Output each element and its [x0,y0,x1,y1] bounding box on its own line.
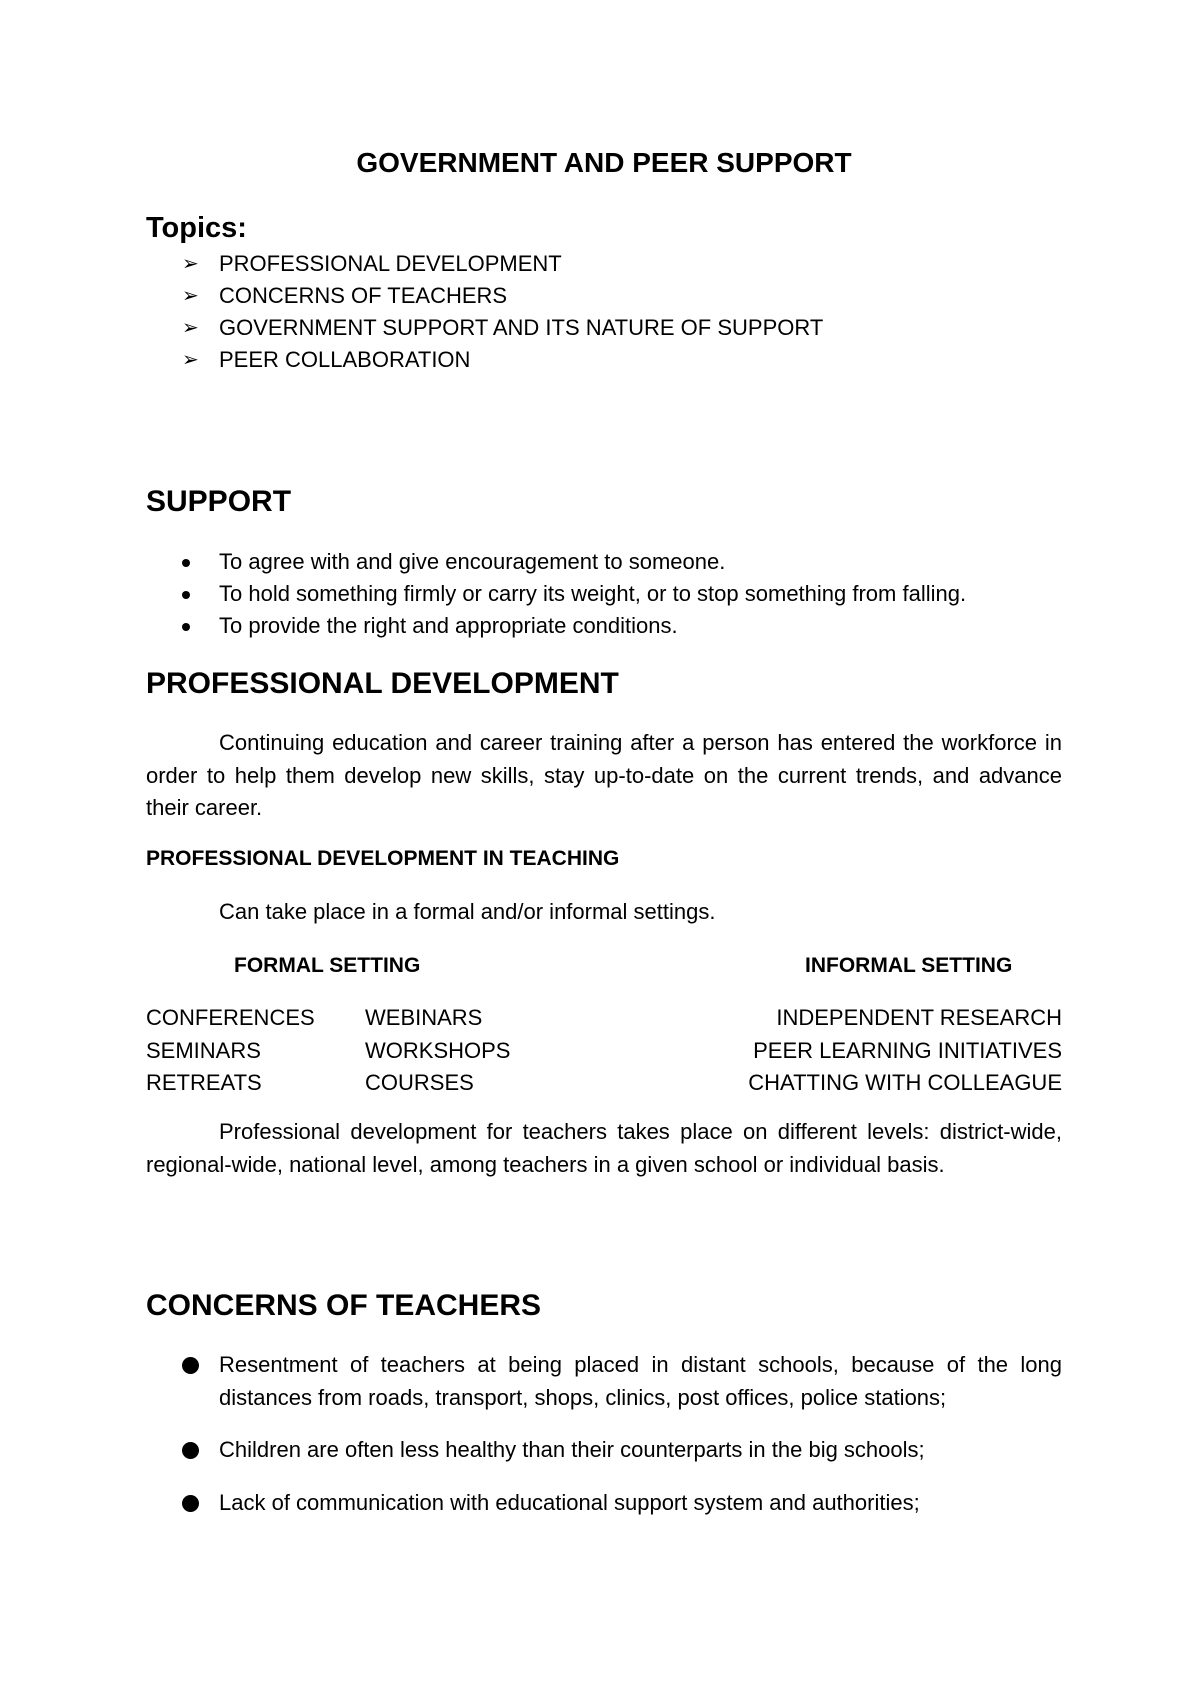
professional-development-heading: PROFESSIONAL DEVELOPMENT [146,667,619,700]
table-cell: CONFERENCES [146,1005,315,1030]
pd-settings-intro: Can take place in a formal and/or informal settings. [219,899,716,924]
informal-setting-heading: INFORMAL SETTING [805,954,1013,977]
table-row: PEER LEARNING INITIATIVES [753,1037,1062,1063]
list-item: Resentment of teachers at being placed in distant schools, because of the long distances from roads, transport, shops, clinics, post offices, police stations; [146,1349,1062,1414]
professional-development-definition: Continuing education and career training after a person has entered the workforce in order to help them develop new skills, stay up-to-date on the current trends, and advance their career. [146,730,1062,820]
table-cell: WORKSHOPS [365,1037,511,1063]
list-item: To hold something firmly or carry its weight, or to stop something from falling. [146,578,966,610]
pd-levels-paragraph: Professional development for teachers takes place on different levels: district-wide, regional-wide, national level, among teachers in a given school or individual basis. [146,1119,1062,1177]
list-item: To provide the right and appropriate conditions. [146,610,966,642]
list-item: ➢ PROFESSIONAL DEVELOPMENT [146,248,823,280]
large-bullet-dot-icon [182,1357,199,1374]
topics-list [146,248,823,376]
table-cell: RETREATS [146,1070,262,1095]
document-title: GOVERNMENT AND PEER SUPPORT [356,147,852,178]
support-heading: SUPPORT [146,485,292,518]
arrowhead-bullet-icon: ➢ [182,253,199,275]
informal-setting-table [646,1002,1062,1100]
table-cell: WEBINARS [365,1005,483,1030]
list-item: ➢ PEER COLLABORATION [146,344,823,376]
large-bullet-dot-icon [182,1495,199,1512]
concerns-list [146,1349,1062,1539]
pd-in-teaching-heading: PROFESSIONAL DEVELOPMENT IN TEACHING [146,847,620,870]
list-item: To agree with and give encouragement to someone. [146,546,966,578]
arrowhead-bullet-icon: ➢ [182,285,199,307]
list-item: Lack of communication with educational support system and authorities; [146,1487,1062,1520]
bullet-dot-icon [182,591,190,599]
list-item: Children are often less healthy than their counterparts in the big schools; [146,1434,1062,1467]
bullet-dot-icon [182,623,190,631]
large-bullet-dot-icon [182,1442,199,1459]
topics-heading: Topics: [146,212,247,244]
table-row: CHATTING WITH COLLEAGUE [748,1070,1062,1095]
table-cell: COURSES [365,1070,474,1095]
list-item: ➢ GOVERNMENT SUPPORT AND ITS NATURE OF SUPPORT [146,312,823,344]
formal-setting-heading: FORMAL SETTING [234,954,421,977]
arrowhead-bullet-icon: ➢ [182,349,199,371]
list-item: ➢ CONCERNS OF TEACHERS [146,280,823,312]
table-cell: SEMINARS [146,1037,261,1063]
arrowhead-bullet-icon: ➢ [182,317,199,339]
support-list [146,546,966,642]
table-row: INDEPENDENT RESEARCH [776,1005,1062,1030]
concerns-heading: CONCERNS OF TEACHERS [146,1289,542,1322]
bullet-dot-icon [182,559,190,567]
